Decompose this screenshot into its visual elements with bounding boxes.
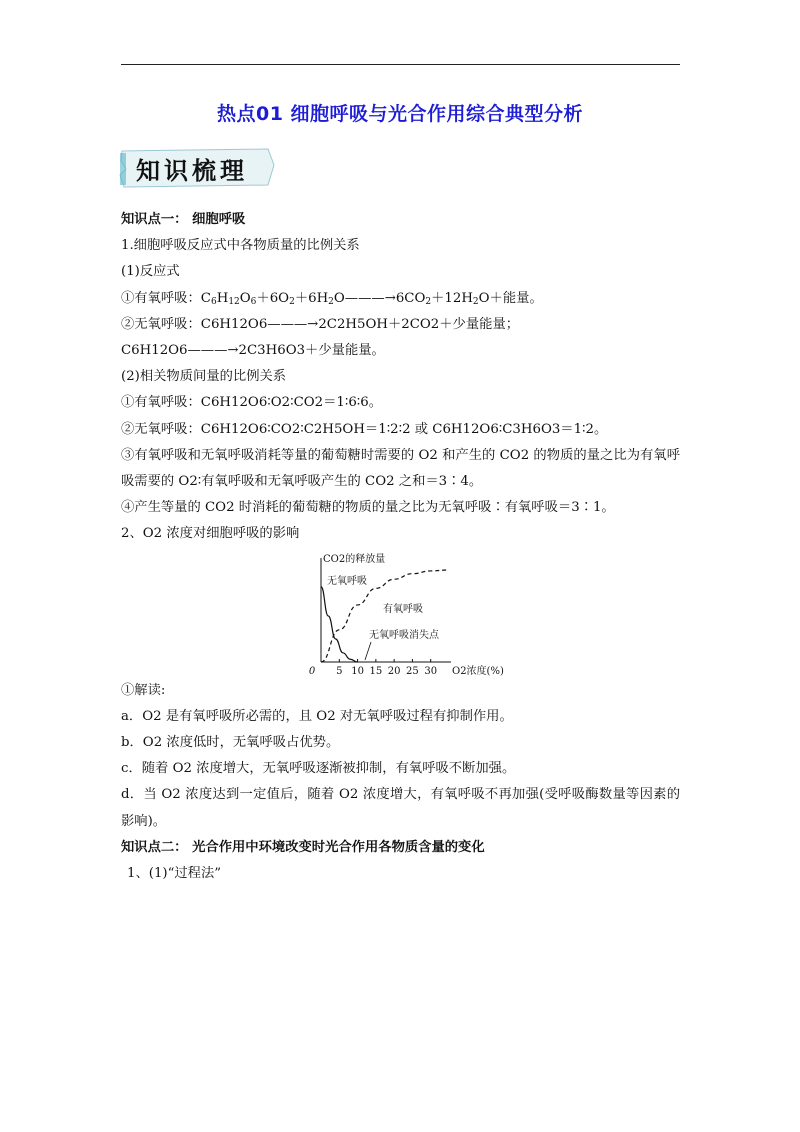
eq-sub: 12 <box>228 296 240 307</box>
eq-sub: 6 <box>250 296 257 307</box>
paragraph: (2)相关物质间量的比例关系 <box>121 369 287 385</box>
top-rule <box>121 64 680 65</box>
ratio-item: ④产生等量的 CO2 时消耗的葡萄糖的物质的量之比为无氧呼吸∶有氧呼吸＝3∶1。 <box>121 500 615 516</box>
paragraph: ①解读: <box>121 682 166 698</box>
anaerobic-curve <box>321 586 358 661</box>
aerobic-label: 有氧呼吸 <box>383 603 423 615</box>
equation-anaerobic-alcohol: ②无氧呼吸：C6H12O6———→2C2H5OH＋2CO2＋少量能量； <box>121 316 520 332</box>
ratio-item: ①有氧呼吸：C6H12O6∶O2∶CO2＝1∶6∶6。 <box>121 395 383 411</box>
x-tick-label: 25 <box>406 665 419 677</box>
eq-sub: 2 <box>472 296 479 307</box>
banner-title: 知识梳理 <box>136 157 248 185</box>
x-tick-label: 10 <box>351 665 364 677</box>
eq-text: ①有氧呼吸：C <box>121 290 211 306</box>
anaerobic-label: 无氧呼吸 <box>327 575 367 587</box>
eq-text: O＋能量。 <box>478 290 543 306</box>
figure-container <box>121 548 680 678</box>
eq-sub: 6 <box>210 296 217 307</box>
interpretation-item: c．随着 O2 浓度增大，无氧呼吸逐渐被抑制，有氧呼吸不断加强。 <box>121 761 516 777</box>
paragraph: 1.细胞呼吸反应式中各物质量的比例关系 <box>121 238 360 254</box>
o2-respiration-chart <box>308 552 511 678</box>
eq-sub: 2 <box>425 296 432 307</box>
x-tick-label: 5 <box>336 665 343 677</box>
anaerobic-end-annotation: 无氧呼吸消失点 <box>369 629 439 641</box>
interpretation-item: a．O2 是有氧呼吸所必需的，且 O2 对无氧呼吸过程有抑制作用。 <box>121 708 513 724</box>
eq-text: ＋12H <box>431 290 473 306</box>
eq-text: H <box>216 290 229 306</box>
ratio-item: ③有氧呼吸和无氧呼吸消耗等量的葡萄糖时需要的 O2 和产生的 CO2 的物质的量之比为有氧呼吸需要的 O2∶有氧呼吸和无氧呼吸产生的 CO2 之和＝3∶4。 <box>121 447 680 490</box>
annotation-leader <box>365 642 371 660</box>
x-tick-label: 30 <box>424 665 438 677</box>
interpretation-item: d．当 O2 浓度达到一定值后，随着 O2 浓度增大，有氧呼吸不再加强(受呼吸酶数量等因素的影响)。 <box>121 787 680 829</box>
x-tick-label: 15 <box>369 665 383 677</box>
x-tick-label: 0 <box>308 665 316 677</box>
section-banner <box>118 145 278 191</box>
eq-sub: 2 <box>289 296 295 307</box>
paragraph: 2、O2 浓度对细胞呼吸的影响 <box>121 526 300 542</box>
x-axis-label: O2浓度(%) <box>452 665 504 677</box>
interpretation-item: b．O2 浓度低时，无氧呼吸占优势。 <box>121 735 340 751</box>
section2-heading: 知识点二： 光合作用中环境改变时光合作用各物质含量的变化 <box>121 839 485 855</box>
eq-text: ＋6H <box>294 290 329 306</box>
section1-heading: 知识点一： 细胞呼吸 <box>121 212 246 227</box>
eq-text: ＋6O <box>256 290 290 306</box>
equation-anaerobic-lactic: C6H12O6———→2C3H6O3＋少量能量。 <box>121 343 385 359</box>
document-body <box>121 207 680 887</box>
y-axis-label: CO2的释放量 <box>323 553 386 565</box>
eq-sub: 2 <box>328 296 334 307</box>
paragraph: 1、(1)“过程法” <box>127 866 222 882</box>
eq-text: O <box>239 290 251 306</box>
equation-aerobic <box>121 286 680 312</box>
paragraph: (1)反应式 <box>121 264 180 280</box>
page-title: 热点01 细胞呼吸与光合作用综合典型分析 <box>216 103 584 125</box>
eq-text: O———→6CO <box>333 290 426 306</box>
ratio-item: ②无氧呼吸：C6H12O6∶CO2∶C2H5OH＝1∶2∶2 或 C6H12O6∶C3H6O3＝1∶2。 <box>121 421 608 437</box>
x-tick-label: 20 <box>387 665 401 677</box>
